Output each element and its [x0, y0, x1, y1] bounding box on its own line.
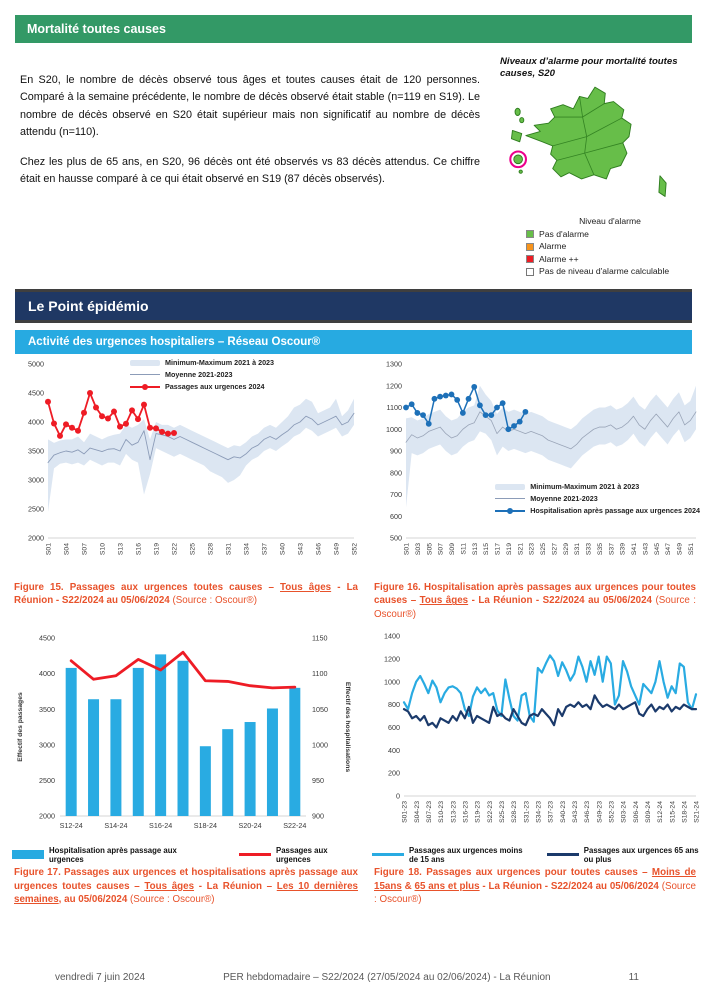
figure16-chart-cell [372, 356, 702, 579]
mean-line-swatch-icon [495, 498, 525, 499]
legend-label: Minimum-Maximum 2021 à 2023 [530, 482, 640, 492]
svg-text:S20-24: S20-24 [238, 820, 262, 830]
svg-text:3000: 3000 [39, 740, 55, 750]
legend-item-alarme [526, 240, 692, 252]
svg-text:S16-23: S16-23 [462, 800, 470, 823]
svg-text:S14-24: S14-24 [104, 820, 128, 830]
footer-date: vendredi 7 juin 2024 [55, 972, 146, 983]
figure16-legend [495, 482, 700, 516]
legend-label: Alarme [539, 241, 567, 252]
alarm-map-legend [500, 216, 692, 278]
oscour-section-header [15, 330, 692, 354]
svg-text:S06-24: S06-24 [632, 800, 640, 823]
svg-text:1400: 1400 [384, 631, 400, 641]
legend-label: Passages aux urgences [276, 845, 328, 864]
legend-item-pas-dalarme [526, 228, 692, 240]
svg-text:200: 200 [388, 768, 400, 778]
mortality-paragraph-1: En S20, le nombre de décès observé tous âges et toutes causes était de 120 personnes. Comparé à la semaine précédente, le nombre de décès observé était stable (n=119 en S19). Le nombre de décès observé en S20 était supérieur mais non significatif au nombre de décès attendu (n=110). [20, 74, 480, 138]
legend-moyenne [130, 370, 274, 380]
mortality-paragraph-2: Chez les plus de 65 ans, en S20, 96 décès ont été observés vs 83 décès attendus. Ce chiffre était en hausse comparé à ce qui était observé en S19 (87 décès observés). [20, 156, 480, 186]
white-square-icon [526, 268, 534, 276]
svg-text:4000: 4000 [39, 669, 55, 679]
svg-text:S31: S31 [225, 542, 233, 555]
mortality-content [0, 43, 707, 282]
legend-item-alarme-plus [526, 253, 692, 265]
svg-text:S19: S19 [505, 542, 513, 555]
svg-text:S13: S13 [117, 542, 125, 555]
legend-label: Moyenne 2021-2023 [530, 494, 598, 504]
page-footer [0, 972, 707, 1000]
svg-text:950: 950 [312, 775, 324, 785]
legend-label: Pas d'alarme [539, 228, 589, 239]
svg-text:S46-23: S46-23 [584, 800, 592, 823]
svg-text:S22: S22 [171, 542, 179, 555]
svg-text:S52: S52 [351, 542, 359, 555]
mortality-text [20, 56, 486, 278]
svg-text:S07-23: S07-23 [425, 800, 433, 823]
svg-text:S18-24: S18-24 [193, 820, 217, 830]
svg-text:0: 0 [396, 791, 400, 801]
france-map [507, 83, 685, 215]
alarm-legend-title: Niveau d'alarme [579, 215, 641, 226]
svg-text:S41: S41 [631, 542, 639, 555]
figure16-caption: Figure 16. Hospitalisation après passages aux urgences pour toutes causes – Tous âges - La Réunion - S22/2024 au 05/06/2024 (Source : Oscour®) [374, 581, 697, 621]
legend-label: Passages aux urgences moins de 15 ans [409, 845, 523, 864]
orange-square-icon [526, 243, 534, 251]
legend-label: Hospitalisation après passage aux urgences [49, 845, 177, 864]
svg-text:S13-23: S13-23 [450, 800, 458, 823]
svg-text:S10: S10 [99, 542, 107, 555]
island-2 [520, 117, 524, 122]
svg-text:S23: S23 [528, 542, 536, 555]
navy-line-swatch-icon [547, 853, 579, 856]
svg-text:S43-23: S43-23 [571, 800, 579, 823]
svg-text:1000: 1000 [386, 424, 402, 434]
svg-text:S11: S11 [460, 542, 468, 555]
oscour-section-title: Activité des urgences hospitaliers – Réseau Oscour® [28, 335, 321, 348]
svg-text:4500: 4500 [39, 633, 55, 643]
figure17-caption: Figure 17. Passages aux urgences et hospitalisations après passage aux urgences toutes causes – Tous âges - La Réunion – Les 10 dernières semaines, au 05/06/2024 (Source : Oscour®) [14, 866, 358, 906]
svg-text:S01-23: S01-23 [401, 800, 409, 823]
island-guyane [511, 130, 521, 141]
svg-text:Effectif des hospitalisations: Effectif des hospitalisations [344, 681, 351, 772]
svg-text:S12-24: S12-24 [59, 820, 83, 830]
svg-text:1050: 1050 [312, 704, 328, 714]
svg-text:S31: S31 [574, 542, 582, 555]
svg-text:S07: S07 [437, 542, 445, 555]
legend-label: Alarme ++ [539, 253, 579, 264]
svg-text:S22-23: S22-23 [486, 800, 494, 823]
svg-text:S51: S51 [687, 542, 695, 555]
svg-text:S49: S49 [333, 542, 341, 555]
legend-2024 [130, 382, 274, 392]
svg-text:2000: 2000 [39, 811, 55, 821]
svg-text:600: 600 [388, 722, 400, 732]
svg-text:S28-23: S28-23 [511, 800, 519, 823]
svg-text:600: 600 [390, 511, 402, 521]
svg-text:S10-23: S10-23 [438, 800, 446, 823]
svg-text:S01: S01 [403, 542, 411, 555]
svg-text:S16: S16 [135, 542, 143, 555]
figure16-chart [372, 356, 702, 574]
figure18-chart-cell [372, 628, 702, 864]
svg-text:S37-23: S37-23 [547, 800, 555, 823]
mean-line-swatch-icon [130, 374, 160, 375]
red-line-swatch-icon [239, 853, 271, 856]
svg-text:S01: S01 [45, 542, 53, 555]
figure18-chart [372, 628, 702, 840]
svg-text:S22-24: S22-24 [283, 820, 307, 830]
svg-text:S25: S25 [540, 542, 548, 555]
svg-text:1200: 1200 [384, 654, 400, 664]
figure15-legend [130, 358, 274, 392]
svg-text:3500: 3500 [28, 446, 44, 456]
svg-text:S13: S13 [471, 542, 479, 555]
svg-text:S21-24: S21-24 [693, 800, 701, 823]
svg-text:S31-23: S31-23 [523, 800, 531, 823]
mortality-section-header [15, 15, 692, 43]
svg-text:S04: S04 [63, 542, 71, 555]
svg-text:S46: S46 [315, 542, 323, 555]
corsica-shape [659, 176, 666, 197]
svg-text:900: 900 [312, 811, 324, 821]
svg-text:S29: S29 [562, 542, 570, 555]
svg-text:S25: S25 [189, 542, 197, 555]
svg-text:5000: 5000 [28, 359, 44, 369]
svg-text:S19: S19 [153, 542, 161, 555]
svg-text:S18-24: S18-24 [681, 800, 689, 823]
svg-text:2000: 2000 [28, 533, 44, 543]
svg-text:1000: 1000 [384, 677, 400, 687]
svg-text:S37: S37 [608, 542, 616, 555]
svg-text:1000: 1000 [312, 740, 328, 750]
mortality-section-title: Mortalité toutes causes [27, 22, 166, 36]
island-1 [515, 108, 520, 115]
svg-text:Effectif des passages: Effectif des passages [17, 692, 24, 762]
svg-text:S35: S35 [596, 542, 604, 555]
legend-2024 [495, 506, 700, 516]
legend-label: Minimum-Maximum 2021 à 2023 [165, 358, 275, 368]
svg-text:S19-23: S19-23 [474, 800, 482, 823]
svg-text:900: 900 [390, 446, 402, 456]
svg-text:S39: S39 [619, 542, 627, 555]
svg-text:S43: S43 [297, 542, 305, 555]
figure15-caption: Figure 15. Passages aux urgences toutes causes – Tous âges - La Réunion - S22/2024 au 05/06/2024 (Source : Oscour®) [14, 581, 359, 607]
svg-text:3000: 3000 [28, 475, 44, 485]
svg-text:S16-24: S16-24 [149, 820, 173, 830]
figure18-legend [372, 846, 702, 864]
svg-text:S15-24: S15-24 [669, 800, 677, 823]
red-line-dot-swatch-icon [130, 383, 160, 391]
svg-text:1150: 1150 [312, 633, 328, 643]
france-metropole-shape [526, 87, 631, 179]
cyan-bar-swatch-icon [12, 850, 44, 859]
svg-text:S49: S49 [676, 542, 684, 555]
svg-text:S07: S07 [81, 542, 89, 555]
legend-label: Pas de niveau d'alarme calculable [539, 266, 670, 277]
svg-text:800: 800 [390, 468, 402, 478]
island-mayotte [519, 170, 522, 173]
svg-text:4500: 4500 [28, 388, 44, 398]
svg-text:S21: S21 [517, 542, 525, 555]
legend-minmax [495, 482, 639, 492]
svg-text:S47: S47 [665, 542, 673, 555]
svg-text:1100: 1100 [312, 669, 328, 679]
charts-area [0, 354, 707, 913]
svg-text:S05: S05 [426, 542, 434, 555]
svg-text:400: 400 [388, 745, 400, 755]
band-swatch-icon [495, 484, 525, 490]
svg-text:S04-23: S04-23 [413, 800, 421, 823]
svg-text:S15: S15 [483, 542, 491, 555]
footer-document-title: PER hebdomadaire – S22/2024 (27/05/2024 au 02/06/2024) - La Réunion [223, 972, 551, 983]
green-square-icon [526, 230, 534, 238]
svg-text:4000: 4000 [28, 417, 44, 427]
svg-text:S09: S09 [449, 542, 457, 555]
svg-text:800: 800 [388, 700, 400, 710]
svg-text:S43: S43 [642, 542, 650, 555]
svg-text:S45: S45 [653, 542, 661, 555]
svg-text:1200: 1200 [386, 381, 402, 391]
svg-text:S49-23: S49-23 [596, 800, 604, 823]
svg-text:1100: 1100 [386, 402, 402, 412]
legend-hospitalisation [12, 846, 213, 864]
svg-text:S52-23: S52-23 [608, 800, 616, 823]
alarm-map-block [500, 56, 692, 278]
figure15-chart-cell [12, 356, 364, 579]
figure18-caption: Figure 18. Passages aux urgences pour toutes causes – Moins de 15ans & 65 ans et plus - La Réunion - S22/2024 au 05/06/2024 (Source : Oscour®) [374, 866, 696, 906]
legend-moins-15 [372, 846, 533, 864]
svg-text:2500: 2500 [28, 504, 44, 514]
figure17-chart [12, 628, 352, 840]
legend-label: Passages aux urgences 2024 [165, 382, 265, 392]
lightblue-line-swatch-icon [372, 853, 404, 856]
band-swatch-icon [130, 360, 160, 366]
point-epidemio-header [15, 289, 692, 323]
island-reunion [514, 155, 523, 164]
svg-text:1300: 1300 [386, 359, 402, 369]
legend-item-non-calculable [526, 265, 692, 277]
svg-text:S03: S03 [414, 542, 422, 555]
svg-text:S28: S28 [207, 542, 215, 555]
svg-text:S09-24: S09-24 [644, 800, 652, 823]
svg-text:S33: S33 [585, 542, 593, 555]
legend-label: Moyenne 2021-2023 [165, 370, 233, 380]
blue-line-dot-swatch-icon [495, 507, 525, 515]
svg-text:S34: S34 [243, 542, 251, 555]
svg-text:S25-23: S25-23 [498, 800, 506, 823]
footer-page-number: 11 [628, 972, 639, 983]
legend-label: Passages aux urgences 65 ans ou plus [583, 845, 699, 864]
svg-text:S12-24: S12-24 [657, 800, 665, 823]
legend-label: Hospitalisation après passage aux urgences 2024 [530, 506, 700, 516]
legend-minmax [130, 358, 274, 368]
svg-text:3500: 3500 [39, 704, 55, 714]
svg-text:S17: S17 [494, 542, 502, 555]
svg-text:S37: S37 [261, 542, 269, 555]
legend-passages [239, 846, 364, 864]
figure17-chart-cell [12, 628, 364, 864]
legend-moyenne [495, 494, 598, 504]
svg-text:500: 500 [390, 533, 402, 543]
svg-text:2500: 2500 [39, 775, 55, 785]
svg-text:S34-23: S34-23 [535, 800, 543, 823]
svg-text:S40-23: S40-23 [559, 800, 567, 823]
svg-text:S03-24: S03-24 [620, 800, 628, 823]
svg-text:700: 700 [390, 489, 402, 499]
legend-65-plus [547, 846, 702, 864]
red-square-icon [526, 255, 534, 263]
point-epidemio-title: Le Point épidémio [28, 297, 149, 314]
alarm-map-title: Niveaux d’alarme pour mortalité toutes causes, S20 [500, 56, 678, 80]
svg-text:S40: S40 [279, 542, 287, 555]
svg-text:S27: S27 [551, 542, 559, 555]
figure17-legend [12, 846, 364, 864]
